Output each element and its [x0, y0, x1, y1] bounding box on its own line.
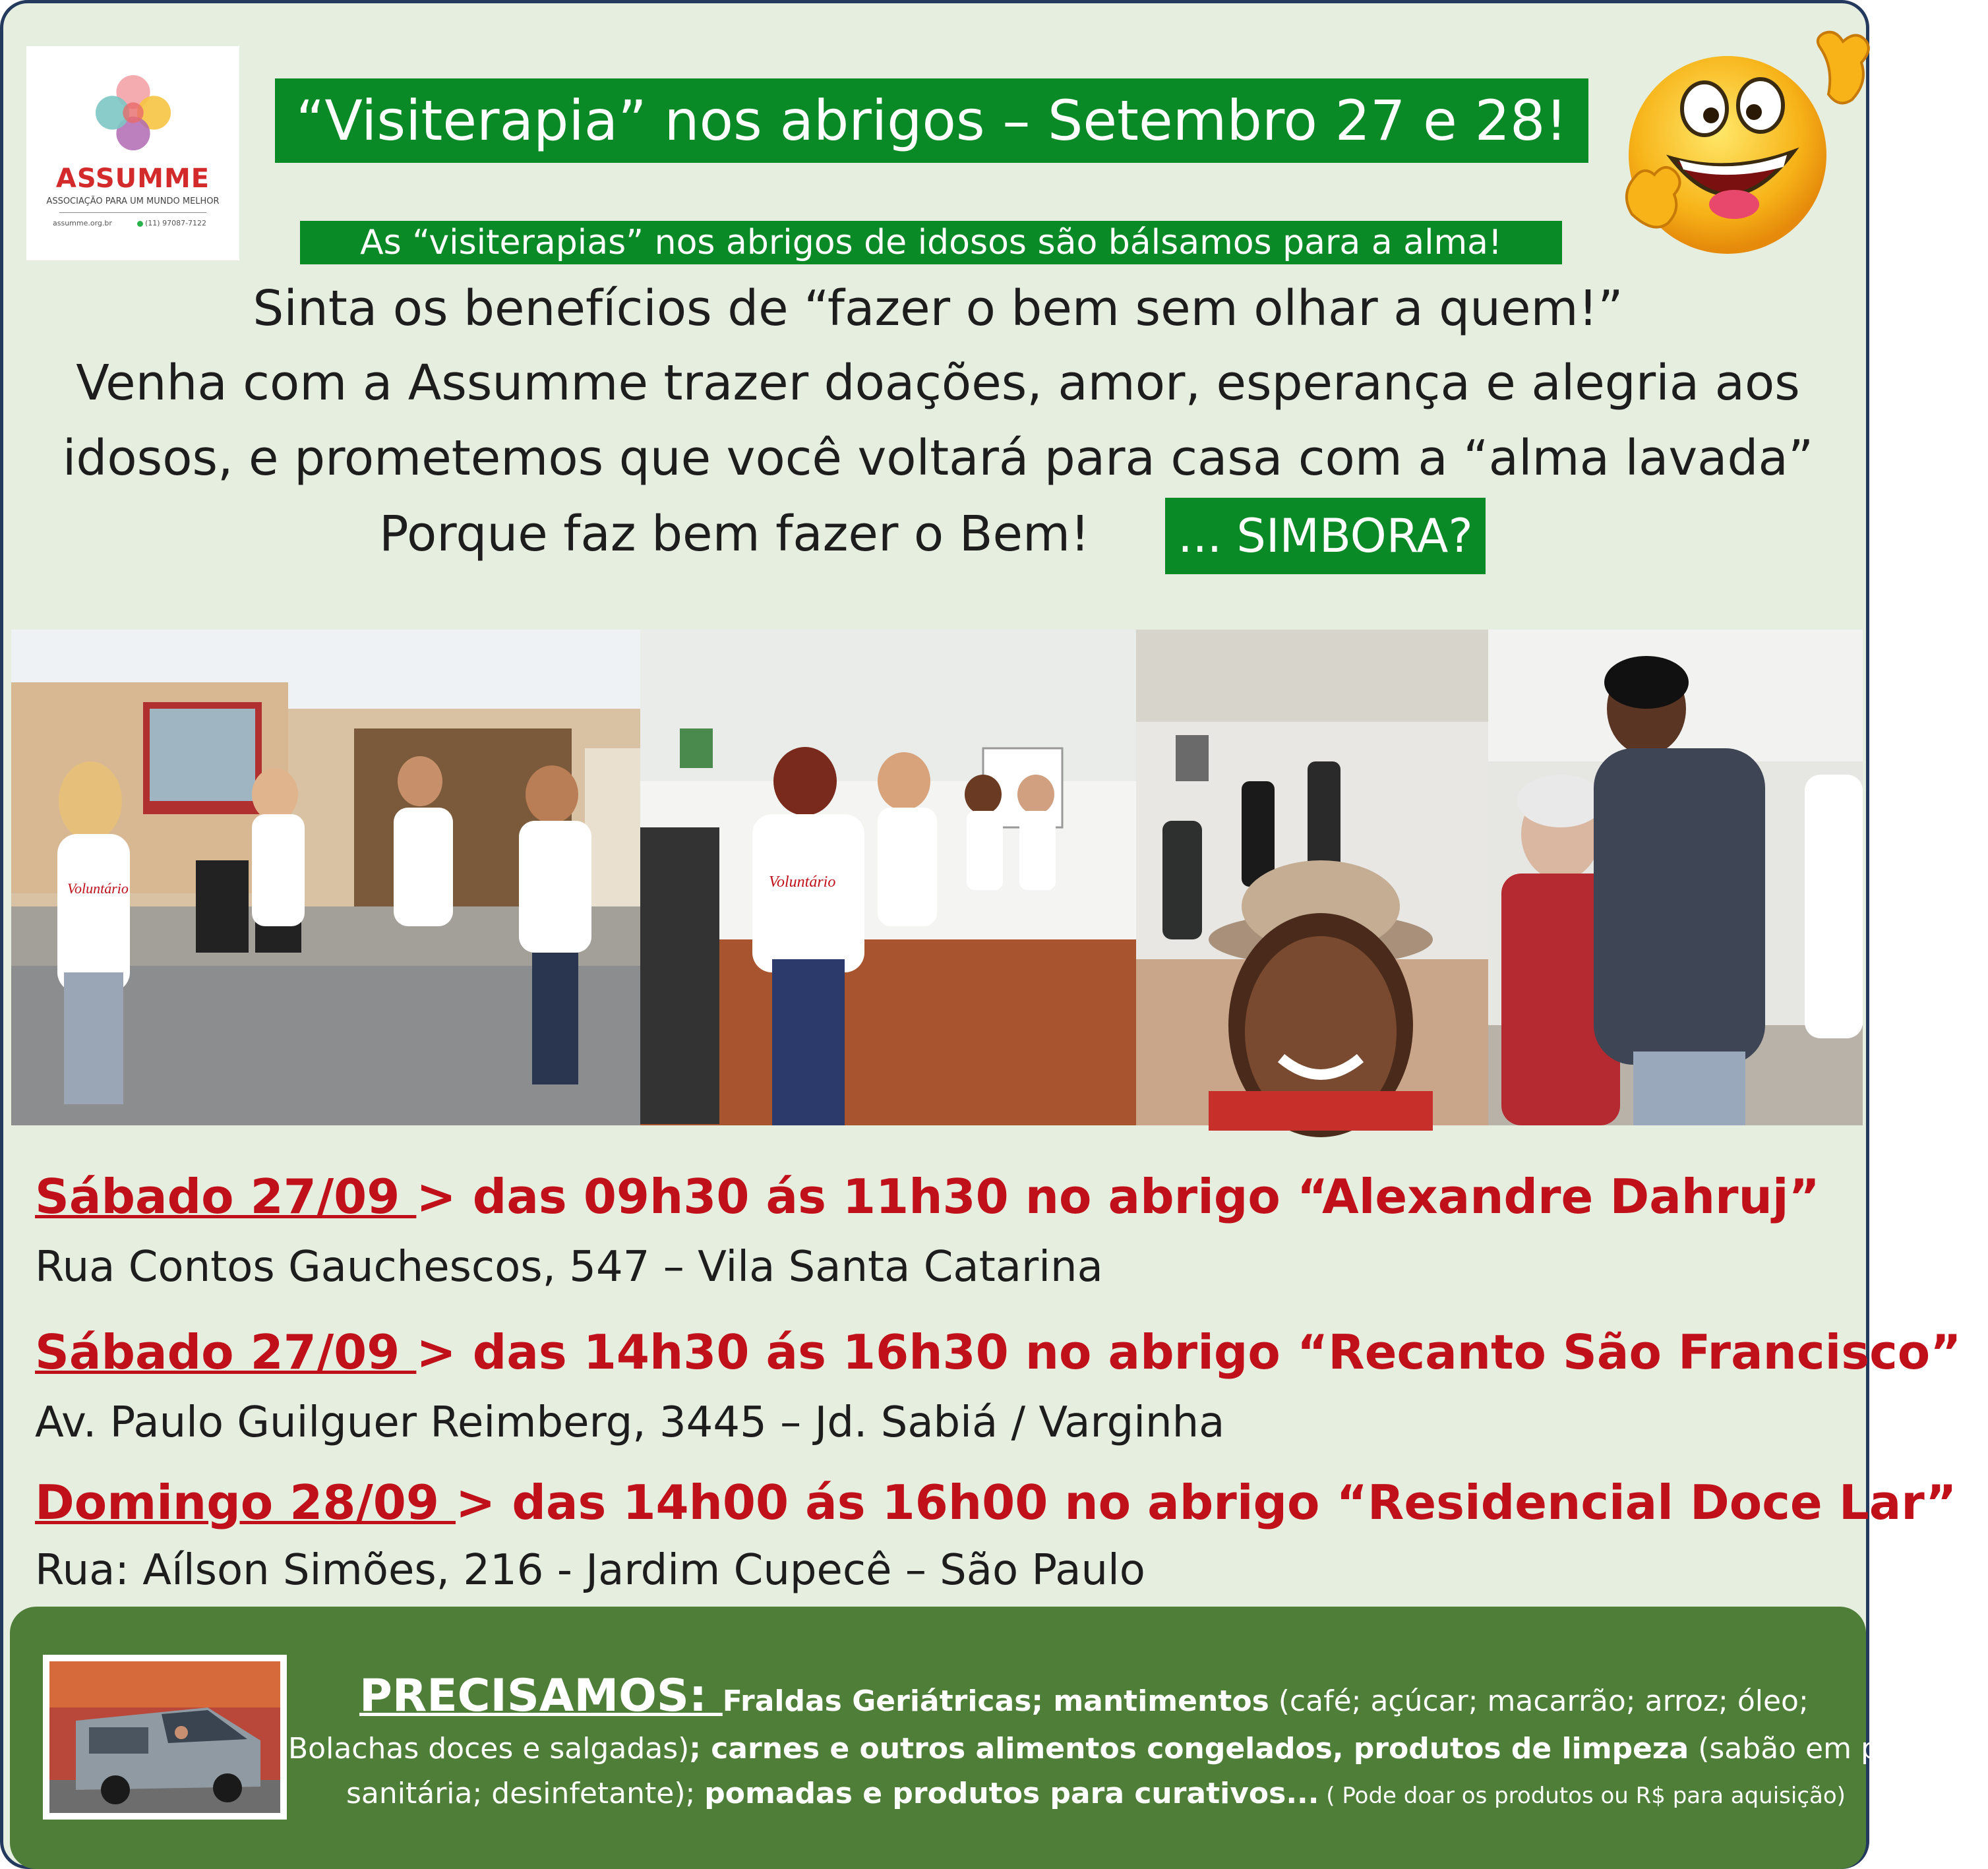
logo-tagline: ASSOCIAÇÃO PARA UM MUNDO MELHOR: [46, 196, 220, 206]
event-3-day: Domingo 28/09: [35, 1475, 456, 1530]
event-3-time: > das 14h00 ás 16h00 no abrigo “Residencial Doce Lar”: [456, 1475, 1957, 1530]
needs-cookies: Bolachas doces e salgadas): [288, 1732, 690, 1765]
needs-meat-cleaning: ; carnes e outros alimentos congelados, produtos de limpeza: [689, 1732, 1689, 1765]
event-3-title: [35, 1475, 1956, 1530]
needs-ointments: pomadas e produtos para curativos...: [704, 1777, 1319, 1810]
van-photo: [43, 1655, 287, 1820]
vest-label: Voluntário: [67, 880, 129, 897]
photo-volunteers-indoor: [640, 630, 1136, 1125]
invitation-line: Venha com a Assumme trazer doações, amor, esperança e alegria aos: [76, 355, 1800, 411]
needs-heading: PRECISAMOS:: [359, 1670, 723, 1722]
needs-diapers-food: Fraldas Geriátricas; mantimentos: [722, 1684, 1269, 1718]
motto-line: Porque faz bem fazer o Bem!: [379, 506, 1090, 562]
event-1-title: [35, 1169, 1820, 1224]
needs-donation-note: ( Pode doar os produtos ou R$ para aquisição): [1319, 1783, 1846, 1809]
needs-bleach: sanitária; desinfetante);: [346, 1777, 705, 1810]
event-1-address: Rua Contos Gauchescos, 547 – Vila Santa Catarina: [35, 1243, 1103, 1291]
assumme-logo: [26, 46, 239, 260]
page-subtitle: As “visiterapias” nos abrigos de idosos são bálsamos para a alma!: [300, 221, 1562, 264]
event-2-time: > das 14h30 ás 16h30 no abrigo “Recanto São Francisco”: [416, 1324, 1962, 1380]
laughing-emoji-icon: [1606, 16, 1869, 274]
photo-band-musicians: [11, 630, 640, 1125]
page-title: “Visiterapia” nos abrigos – Setembro 27 e 28!: [275, 78, 1588, 163]
photo-selfie-hat: [1136, 630, 1488, 1125]
needs-line-3: [346, 1777, 1846, 1810]
logo-website: assumme.org.br: [53, 219, 112, 227]
logo-phone: (11) 97087-7122: [137, 219, 206, 227]
photo-dancing: [1488, 630, 1863, 1125]
event-1-day: Sábado 27/09: [35, 1169, 417, 1224]
promise-line: idosos, e prometemos que você voltará para casa com a “alma lavada”: [62, 430, 1814, 487]
needs-food-items: (café; açúcar; macarrão; arroz; óleo;: [1269, 1684, 1809, 1718]
needs-cleaning-items: (sabão em pó; água: [1689, 1732, 1988, 1765]
logo-name: ASSUMME: [55, 163, 210, 194]
vest-label: Voluntário: [769, 874, 836, 891]
needs-line-2: [288, 1732, 1988, 1765]
needs-line-1: [359, 1670, 1809, 1722]
assumme-logo-icon: [94, 74, 172, 152]
event-2-address: Av. Paulo Guilguer Reimberg, 3445 – Jd. Sabiá / Varginha: [35, 1398, 1225, 1447]
event-3-address: Rua: Aílson Simões, 216 - Jardim Cupecê – São Paulo: [35, 1546, 1145, 1595]
event-2-title: [35, 1324, 1962, 1380]
event-1-time: > das 09h30 ás 11h30 no abrigo “Alexandre Dahruj”: [416, 1169, 1820, 1224]
simbora-badge: ... SIMBORA?: [1165, 498, 1486, 574]
logo-divider: [59, 212, 206, 213]
benefits-line: Sinta os benefícios de “fazer o bem sem olhar a quem!”: [253, 280, 1623, 337]
event-2-day: Sábado 27/09: [35, 1324, 417, 1380]
